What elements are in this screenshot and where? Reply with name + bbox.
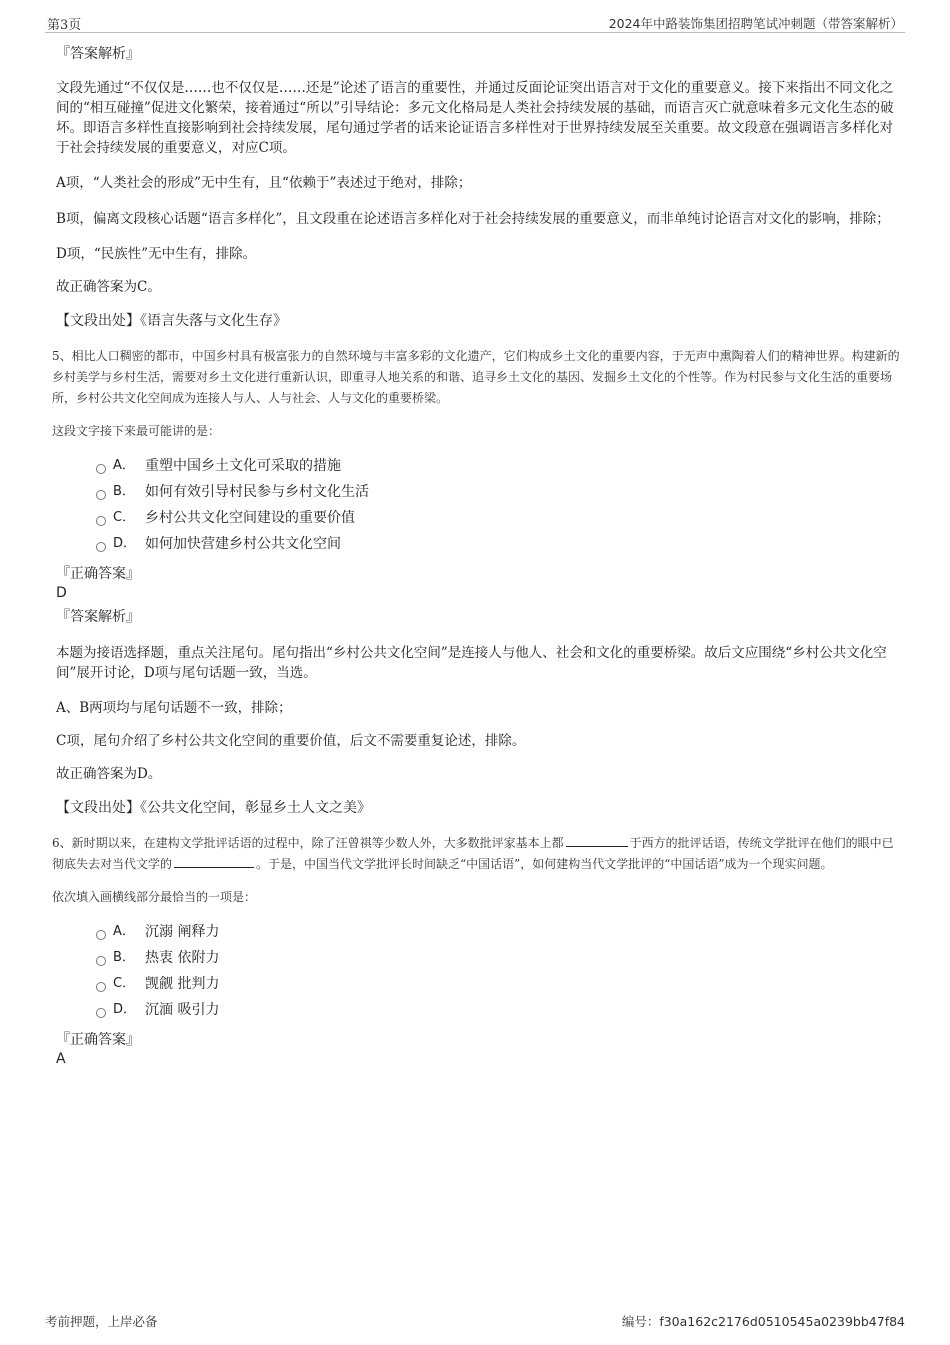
radio-button[interactable]	[96, 464, 106, 474]
page-header	[45, 12, 905, 33]
option-text: 觊觎 批判力	[145, 976, 220, 992]
radio-button[interactable]	[96, 956, 106, 966]
option-letter: C．	[113, 510, 136, 525]
radio-button[interactable]	[96, 1008, 106, 1018]
option-c[interactable]	[94, 973, 901, 999]
fill-blank	[566, 834, 628, 847]
correct-answer-label: 『正确答案』	[56, 566, 140, 582]
option-c[interactable]	[94, 507, 901, 533]
stem-part: 6、新时期以来，在建构文学批评话语的过程中，除了汪曾祺等少数人外，大多数批评家基本上都	[52, 836, 564, 850]
question-6-stem	[52, 833, 901, 875]
option-text: 沉湎 吸引力	[145, 1002, 220, 1018]
question-6-prompt: 依次填入画横线部分最恰当的一项是：	[52, 890, 257, 904]
analysis-tag: 『答案解析』	[56, 46, 140, 62]
stem-part: 于西方的批评话语，传统文学批评在他们的眼中已彻底失去对当代文学的	[52, 836, 894, 871]
analysis-paragraph: B项，偏离文段核心话题“语言多样化”，且文段重在论述语言多样化对于社会持续发展的重要意义，而非单纯讨论语言对文化的影响，排除；	[56, 211, 890, 227]
analysis-paragraph: 文段先通过“不仅仅是……也不仅仅是……还是”论述了语言的重要性，并通过反面论证突出语言对于文化的重要意义。接下来指出不同文化之间的“相互碰撞”促进文化繁荣，接着通过“所以”引导结论：多元文化格局是人类社会持续发展的基础，而语言灭亡就意味着多元文化生态的破坏。即语言多样性直接影响到社会持续发展，尾句通过学者的话来论证语言多样性对于世界持续发展至关重要。故文段意在强调语言多样化对于社会持续发展的重要意义，对应C项。	[56, 80, 894, 156]
question-6-options	[94, 921, 901, 1025]
fill-blank	[174, 855, 254, 868]
radio-button[interactable]	[96, 982, 106, 992]
option-text: 重塑中国乡土文化可采取的措施	[145, 458, 341, 474]
option-text: 乡村公共文化空间建设的重要价值	[145, 510, 355, 526]
document-code: 编号：f30a162c2176d0510545a0239bb47f84	[621, 1314, 905, 1329]
option-text: 如何加快营建乡村公共文化空间	[145, 536, 341, 552]
stem-part: 。于是，中国当代文学批评长时间缺乏“中国话语”，如何建构当代文学批评的“中国话语”成为一个现实问题。	[256, 857, 833, 871]
option-text: 如何有效引导村民参与乡村文化生活	[145, 484, 369, 500]
option-letter: C．	[113, 976, 136, 991]
option-letter: A．	[113, 924, 135, 939]
question-5-options	[94, 455, 901, 559]
radio-button[interactable]	[96, 490, 106, 500]
analysis-paragraph: C项，尾句介绍了乡村公共文化空间的重要价值，后文不需要重复论述，排除。	[56, 733, 526, 749]
option-letter: B．	[113, 484, 135, 499]
option-d[interactable]	[94, 533, 901, 559]
option-letter: B．	[113, 950, 135, 965]
option-text: 热衷 依附力	[145, 950, 220, 966]
option-letter: D．	[113, 536, 137, 551]
page-footer	[45, 1312, 905, 1332]
option-letter: A．	[113, 458, 135, 473]
footer-slogan: 考前押题，上岸必备	[45, 1314, 158, 1329]
option-a[interactable]	[94, 921, 901, 947]
option-b[interactable]	[94, 947, 901, 973]
passage-source: 【文段出处】《语言失落与文化生存》	[56, 313, 287, 329]
radio-button[interactable]	[96, 516, 106, 526]
question-5-stem: 5、相比人口稠密的都市，中国乡村具有极富张力的自然环境与丰富多彩的文化遗产，它们构成乡土文化的重要内容，于无声中熏陶着人们的精神世界。构建新的乡村美学与乡村生活，需要对乡土文化进行重新认识，即重寻人地关系的和谐、追寻乡土文化的基因、发掘乡土文化的个性等。作为村民参与文化生活的重要场所，乡村公共文化空间成为连接人与人、人与社会、人与文化的重要桥梁。	[52, 349, 900, 405]
correct-answer-label: 『正确答案』	[56, 1032, 140, 1048]
passage-source: 【文段出处】《公共文化空间，彰显乡土人文之美》	[56, 800, 371, 816]
option-letter: D．	[113, 1002, 137, 1017]
option-text: 沉溺 阐释力	[145, 924, 220, 940]
analysis-tag: 『答案解析』	[56, 609, 140, 625]
option-d[interactable]	[94, 999, 901, 1025]
radio-button[interactable]	[96, 930, 106, 940]
question-5-prompt: 这段文字接下来最可能讲的是：	[52, 424, 221, 438]
analysis-paragraph: A、B两项均与尾句话题不一致，排除；	[56, 700, 292, 716]
analysis-paragraph: A项，“人类社会的形成”无中生有，且“依赖于”表述过于绝对，排除；	[56, 175, 472, 191]
page-content	[52, 44, 901, 1077]
radio-button[interactable]	[96, 542, 106, 552]
correct-answer: A	[56, 1051, 66, 1067]
conclusion: 故正确答案为D。	[56, 766, 162, 782]
document-title: 2024年中路装饰集团招聘笔试冲刺题（带答案解析）	[608, 16, 903, 31]
analysis-paragraph: D项，“民族性”无中生有，排除。	[56, 246, 257, 262]
option-b[interactable]	[94, 481, 901, 507]
page-number: 第3页	[47, 18, 82, 33]
option-a[interactable]	[94, 455, 901, 481]
conclusion: 故正确答案为C。	[56, 279, 161, 295]
analysis-paragraph: 本题为接语选择题，重点关注尾句。尾句指出“乡村公共文化空间”是连接人与他人、社会和文化的重要桥梁。故后文应围绕“乡村公共文化空间”展开讨论，D项与尾句话题一致，当选。	[56, 645, 887, 681]
correct-answer: D	[56, 585, 67, 601]
